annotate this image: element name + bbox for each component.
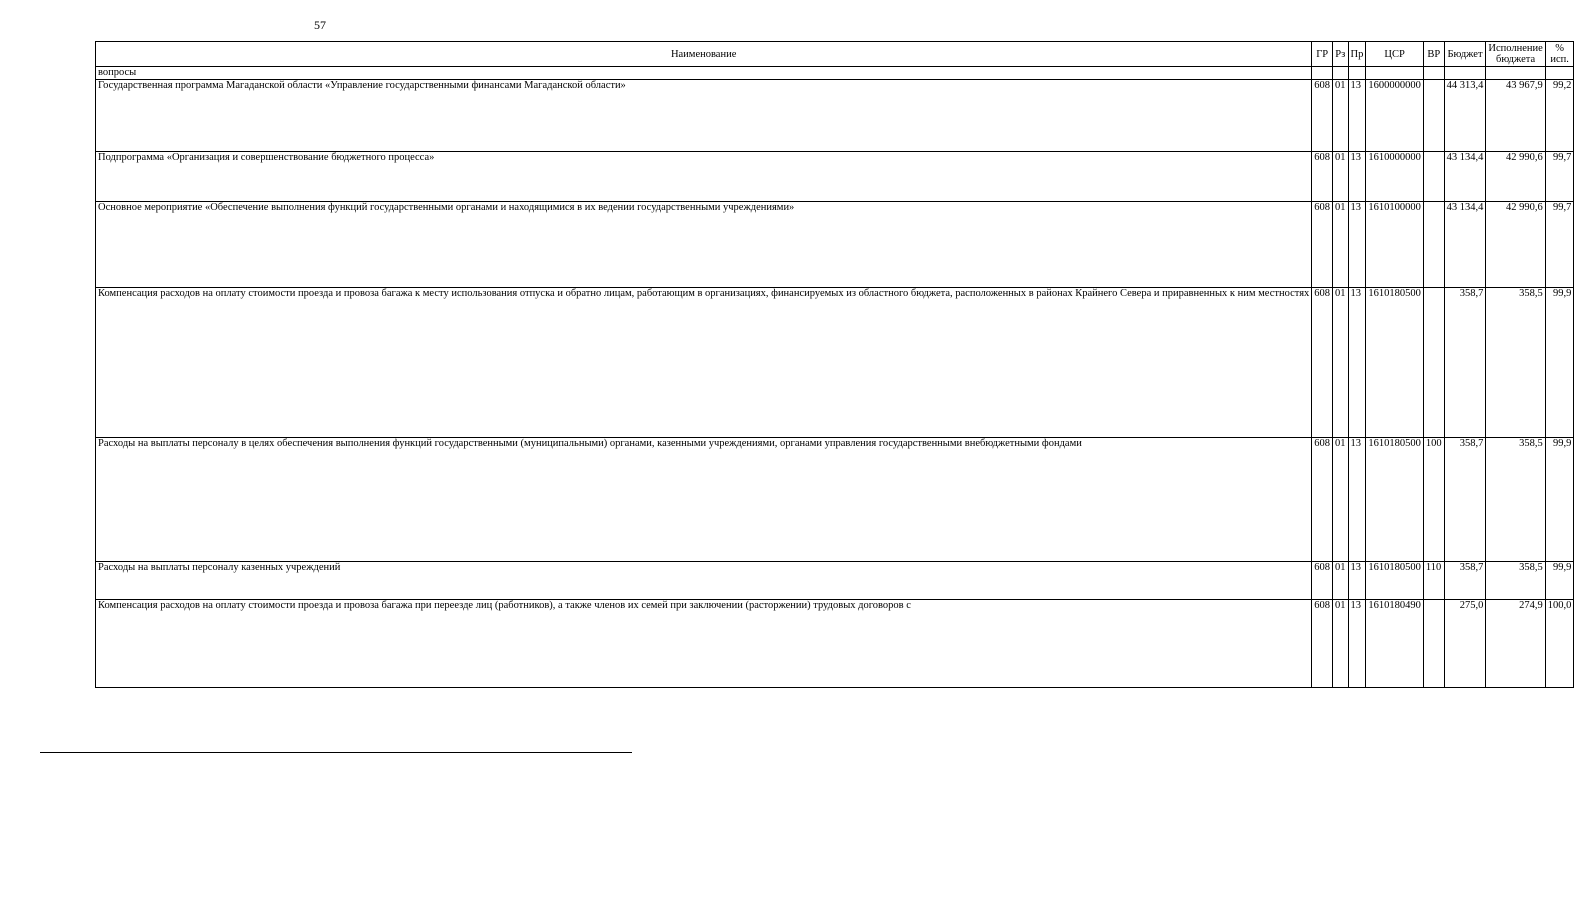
row-budget: 43 134,4 [1444,201,1486,287]
table-row [96,437,1574,561]
row-execution: 358,5 [1486,437,1545,561]
table-row [96,561,1574,599]
row-pr: 13 [1348,79,1366,151]
header-pr: Пр [1348,42,1366,67]
row-pr: 13 [1348,437,1366,561]
row-percent: 99,7 [1545,201,1574,287]
row-pr: 13 [1348,287,1366,437]
header-budget: Бюджет [1444,42,1486,67]
row-name: Расходы на выплаты персоналу в целях обеспечения выполнения функций государственными (муниципальными) органами, казенными учреждениями, органами управления государственными внебюджетными фондами [96,437,1312,561]
row-name: Государственная программа Магаданской области «Управление государственными финансами Магаданской области» [96,79,1312,151]
row-pr: 13 [1348,561,1366,599]
header-vr: ВР [1423,42,1444,67]
row-rz: 01 [1333,201,1349,287]
row-budget: 44 313,4 [1444,79,1486,151]
table-row [96,79,1574,151]
row-vr: 110 [1423,561,1444,599]
row-vr [1423,287,1444,437]
row-rz: 01 [1333,287,1349,437]
row-gr: 608 [1312,561,1333,599]
row-gr: 608 [1312,201,1333,287]
row-vr [1423,79,1444,151]
table-row [96,201,1574,287]
row-execution: 358,5 [1486,287,1545,437]
row-gr: 608 [1312,599,1333,687]
header-execution: Исполнение бюджета [1486,42,1545,67]
row-csr: 1610180500 [1366,287,1424,437]
row-name: Компенсация расходов на оплату стоимости проезда и провоза багажа при переезде лиц (работников), а также членов их семей при заключении (расторжении) трудовых договоров с [96,599,1312,687]
row-execution: 358,5 [1486,561,1545,599]
table-row [96,287,1574,437]
table-row [96,599,1574,687]
row-rz: 01 [1333,79,1349,151]
row-name: Компенсация расходов на оплату стоимости проезда и провоза багажа к месту использования отпуска и обратно лицам, работающим в организациях, финансируемых из областного бюджета, расположенных в районах Крайнего Севера и приравненных к ним местностях [96,287,1312,437]
row-vr [1423,201,1444,287]
row-csr: 1610180490 [1366,599,1424,687]
header-gr: ГР [1312,42,1333,67]
row-budget: 358,7 [1444,437,1486,561]
row-execution: 42 990,6 [1486,151,1545,201]
row-percent: 99,9 [1545,287,1574,437]
row-vr [1423,151,1444,201]
row-csr: 1610180500 [1366,561,1424,599]
footer-divider [40,752,632,753]
row-budget: 275,0 [1444,599,1486,687]
table-row-continuation [96,67,1574,80]
row-percent: 99,9 [1545,437,1574,561]
row-gr: 608 [1312,151,1333,201]
budget-execution-table [95,41,1574,688]
row-gr: 608 [1312,79,1333,151]
row-execution: 42 990,6 [1486,201,1545,287]
row-csr: 1610180500 [1366,437,1424,561]
row-csr: 1610000000 [1366,151,1424,201]
row-pr: 13 [1348,201,1366,287]
header-rz: Рз [1333,42,1349,67]
header-percent: % исп. [1545,42,1574,67]
row-name: Основное мероприятие «Обеспечение выполнения функций государственными органами и находящимися в их ведении государственными учреждениями» [96,201,1312,287]
table-header-row [96,42,1574,67]
row-percent: 99,9 [1545,561,1574,599]
row-name: Расходы на выплаты персоналу казенных учреждений [96,561,1312,599]
row-budget: 358,7 [1444,561,1486,599]
row-budget: 43 134,4 [1444,151,1486,201]
row-rz: 01 [1333,561,1349,599]
row-name: вопросы [96,67,1312,80]
header-csr: ЦСР [1366,42,1424,67]
row-percent: 99,7 [1545,151,1574,201]
row-gr: 608 [1312,287,1333,437]
row-gr: 608 [1312,437,1333,561]
row-csr: 1610100000 [1366,201,1424,287]
row-rz: 01 [1333,437,1349,561]
row-name: Подпрограмма «Организация и совершенствование бюджетного процесса» [96,151,1312,201]
row-vr: 100 [1423,437,1444,561]
row-csr: 1600000000 [1366,79,1424,151]
row-rz: 01 [1333,151,1349,201]
row-execution: 43 967,9 [1486,79,1545,151]
row-percent: 100,0 [1545,599,1574,687]
table-row [96,151,1574,201]
row-vr [1423,599,1444,687]
header-name: Наименование [96,42,1312,67]
row-percent: 99,2 [1545,79,1574,151]
row-pr: 13 [1348,151,1366,201]
row-rz: 01 [1333,599,1349,687]
page-number: 57 [314,18,326,32]
row-budget: 358,7 [1444,287,1486,437]
row-pr: 13 [1348,599,1366,687]
row-execution: 274,9 [1486,599,1545,687]
